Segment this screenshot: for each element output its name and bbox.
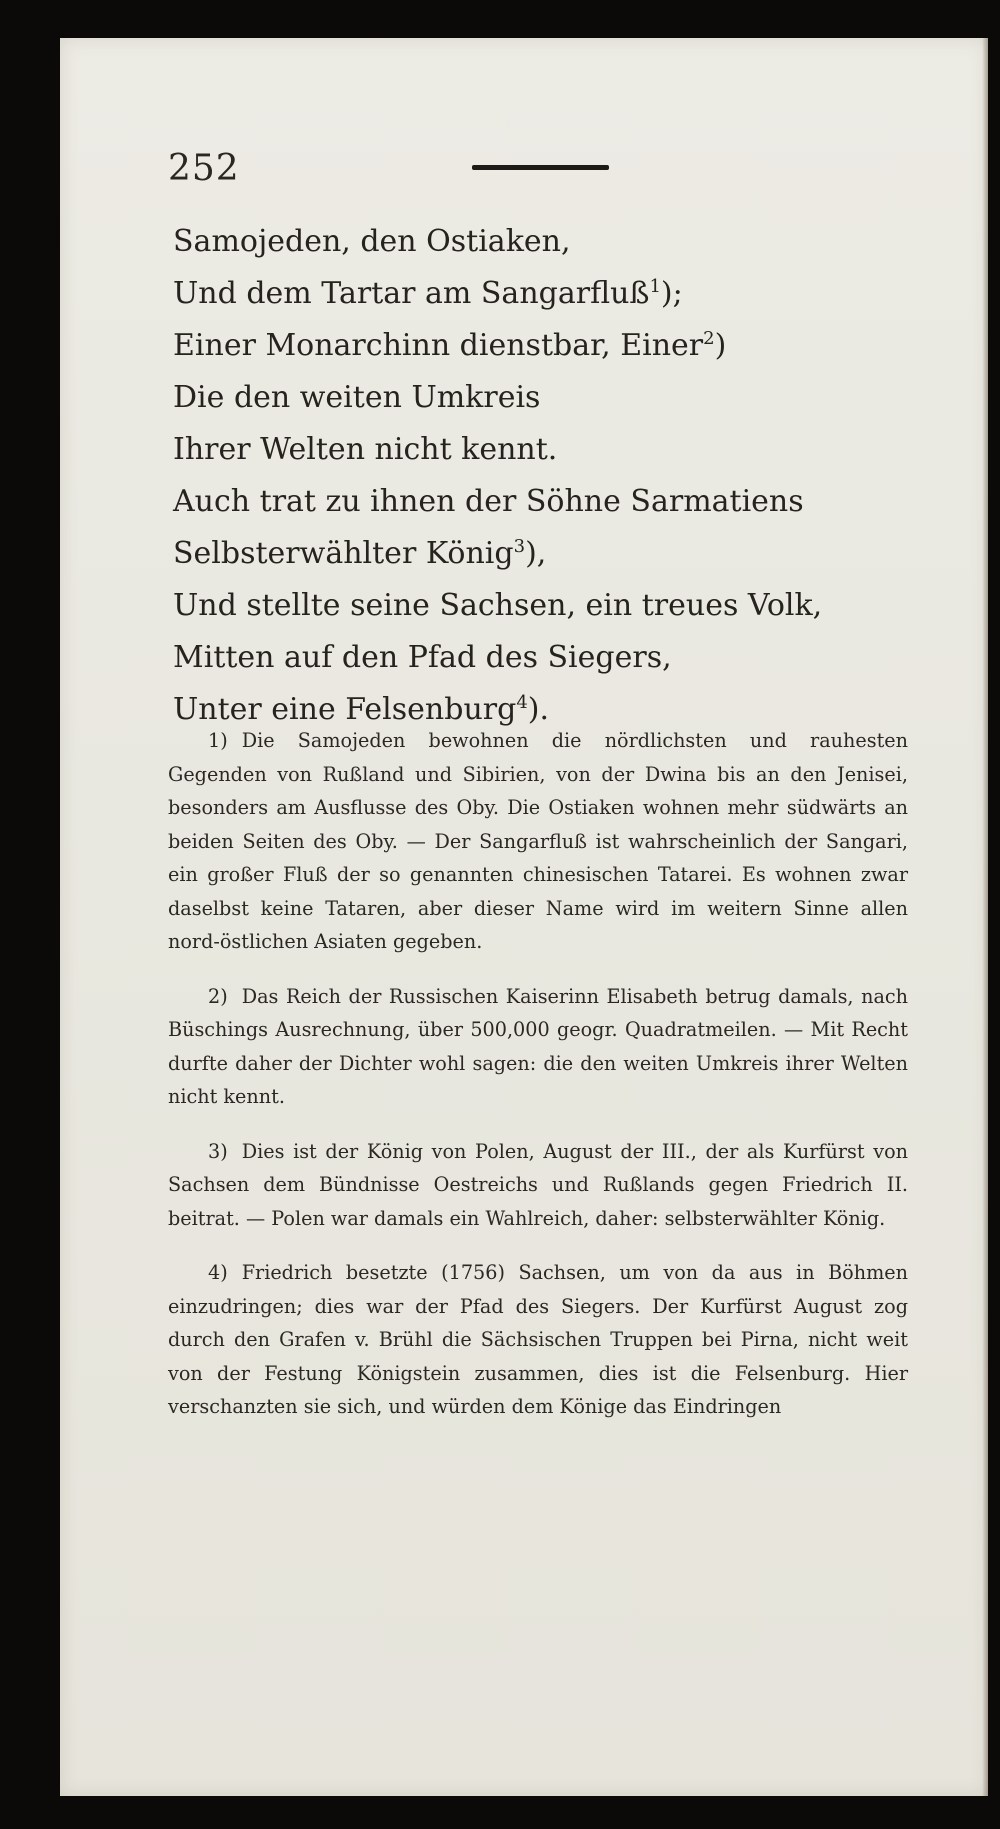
footnote-text: Die Samojeden bewohnen die nördlichsten und rauhesten Gegenden von Rußland und Sibirien, von der Dwina bis an den Jenisei, besonders am Ausflusse des Oby. Die Ostiaken wohnen mehr südwärts an beiden Seiten des Oby. — Der Sangarfluß ist wahrscheinlich der Sangari, ein großer Fluß der so genannten chinesischen Tatarei. Es wohnen zwar daselbst keine Tataren, aber dieser Name wird im weitern Sinne allen nord-östlichen Asiaten gegeben. (168, 729, 908, 953)
footnotes (168, 724, 908, 1445)
verse-block (173, 216, 873, 736)
page-number: 252 (168, 148, 240, 189)
footnote-number: 1) (208, 729, 228, 752)
verse-line: Selbsterwählter König$^3$), (173, 536, 547, 571)
verse-line: Unter eine Felsenburg$^4$). (173, 692, 550, 727)
footnote-text: Dies ist der König von Polen, August der III., der als Kurfürst von Sachsen dem Bündnisse Oestreichs und Rußlands gegen Friedrich II. beitrat. — Polen war damals ein Wahlreich, daher: selbsterwählter König. (168, 1139, 908, 1230)
header-rule (472, 165, 609, 170)
footnote (168, 724, 908, 959)
footnote-text: Das Reich der Russischen Kaiserinn Elisabeth betrug damals, nach Büschings Ausrechnung, über 500,000 geogr. Quadratmeilen. — Mit Recht durfte daher der Dichter wohl sagen: die den weiten Umkreis ihrer Welten nicht kennt. (168, 984, 908, 1108)
page-edge-shadow (982, 38, 988, 1796)
verse-line: Ihrer Welten nicht kennt. (173, 432, 558, 467)
footnote-text: Friedrich besetzte (1756) Sachsen, um von da aus in Böhmen einzudringen; dies war der Pfad des Siegers. Der Kurfürst August zog durch den Grafen v. Brühl die Sächsischen Truppen bei Pirna, nicht weit von der Festung Königstein zusammen, dies ist die Felsenburg. Hier verschanzten sie sich, und würden dem Könige das Eindringen (168, 1261, 908, 1418)
footnote-ref: 4 (516, 692, 528, 713)
footnote (168, 1256, 908, 1424)
verse-line: Die den weiten Umkreis (173, 380, 541, 415)
verse-line: Auch trat zu ihnen der Söhne Sarmatiens (173, 484, 804, 519)
footnote-ref: 2 (703, 328, 715, 349)
footnote-ref: 1 (649, 276, 661, 297)
footnote (168, 1135, 908, 1236)
footnote-number: 4) (208, 1261, 228, 1284)
verse-line: Mitten auf den Pfad des Siegers, (173, 640, 672, 675)
footnote (168, 980, 908, 1114)
verse-line: Einer Monarchinn dienstbar, Einer$^2$) (173, 328, 727, 363)
footnote-number: 3) (208, 1139, 228, 1163)
footnote-number: 2) (208, 984, 228, 1008)
book-page (60, 38, 988, 1796)
footnote-ref: 3 (513, 536, 526, 557)
verse-line: Und dem Tartar am Sangarfluß$^1$); (173, 276, 683, 311)
verse-line: Samojeden, den Ostiaken, (173, 224, 571, 259)
verse-line: Und stellte seine Sachsen, ein treues Volk, (173, 588, 823, 623)
